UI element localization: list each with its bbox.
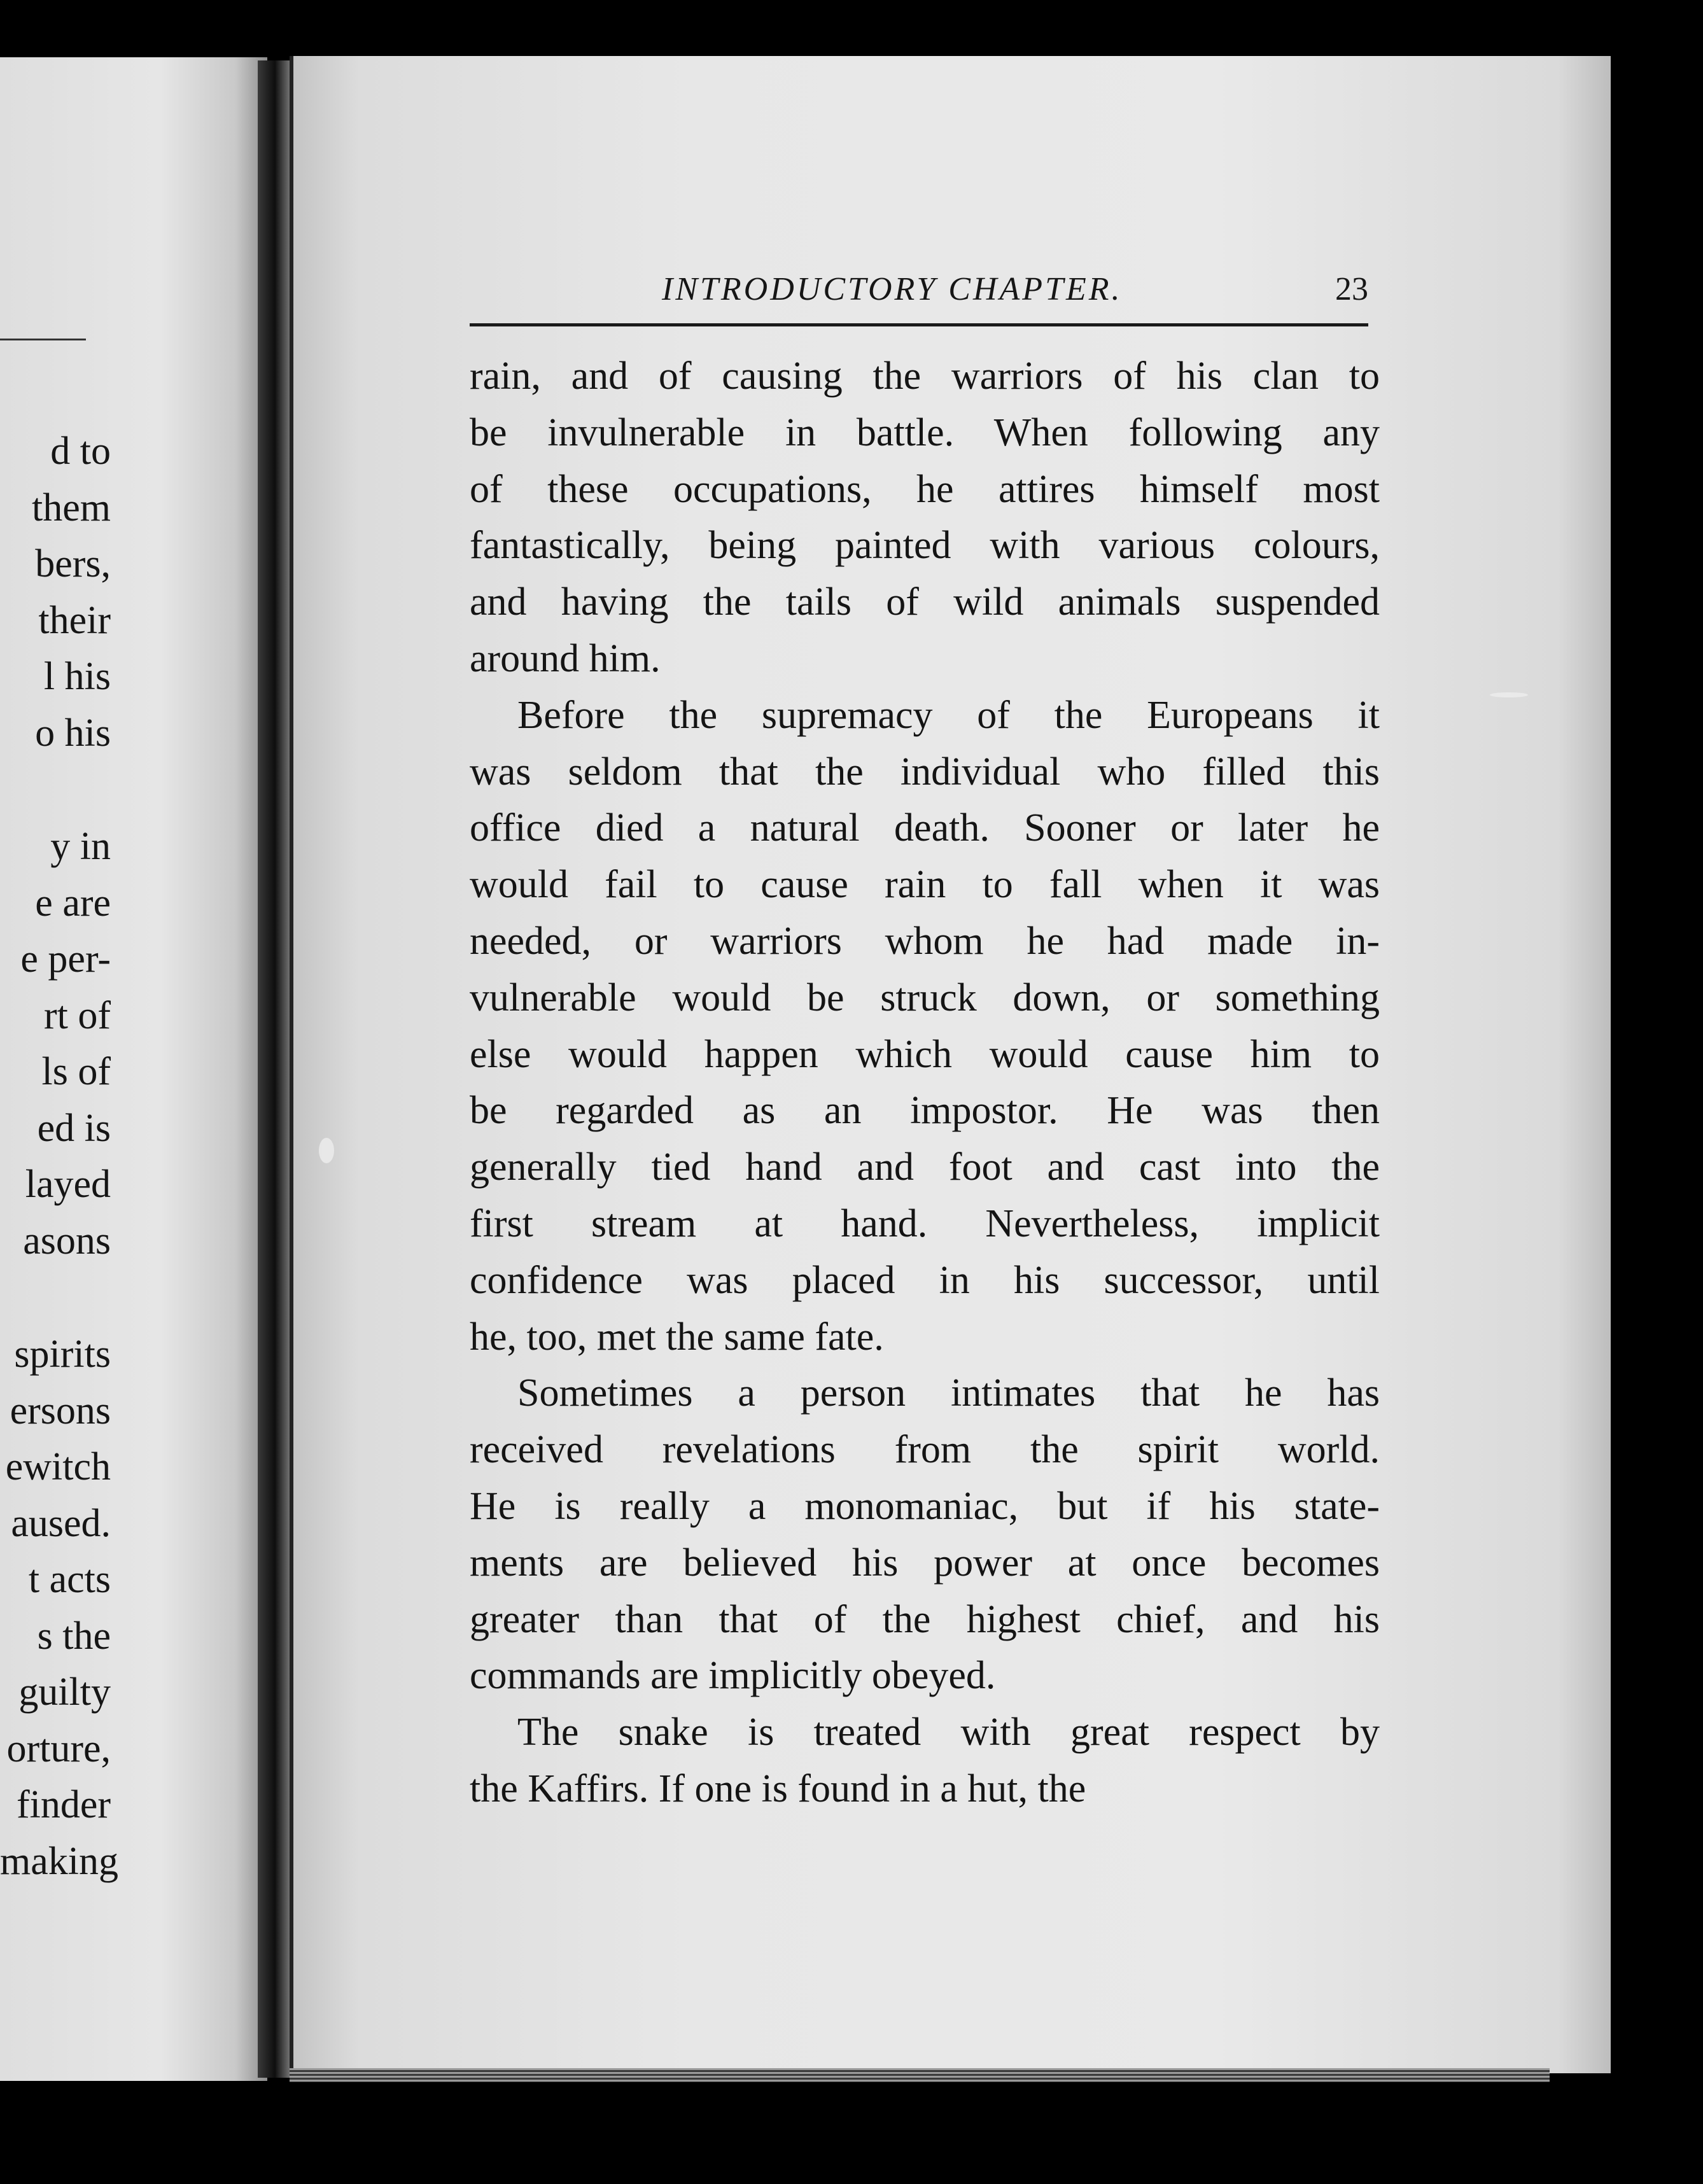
left-page-line-fragment: orture, bbox=[6, 1726, 111, 1770]
text-line: office died a natural death. Sooner or later he bbox=[470, 806, 1380, 850]
left-page-line-fragment: o his bbox=[35, 711, 111, 755]
paragraph bbox=[470, 687, 1380, 1366]
text-line: greater than that of the highest chief, and his bbox=[470, 1597, 1380, 1641]
left-page-line-fragment: t acts bbox=[28, 1558, 111, 1601]
left-page-line-fragment: finder bbox=[16, 1783, 111, 1826]
left-page-line-fragment: s the bbox=[37, 1614, 111, 1658]
text-line: around him. bbox=[470, 636, 661, 680]
left-page-line-fragment: y in bbox=[50, 825, 111, 868]
left-page-line-fragment: spirits bbox=[14, 1333, 111, 1376]
page-edges bbox=[290, 2068, 1550, 2082]
left-page-line-fragment: d to bbox=[50, 430, 111, 473]
text-line: commands are implicitly obeyed. bbox=[470, 1654, 996, 1698]
left-page-line-fragment: guilty bbox=[18, 1670, 111, 1714]
text-line: and having the tails of wild animals suspended bbox=[470, 580, 1380, 624]
left-page-line-fragment bbox=[0, 1269, 267, 1326]
left-page-line-fragment: making bbox=[0, 1839, 118, 1883]
text-line: else would happen which would cause him to bbox=[470, 1032, 1380, 1076]
text-line: ments are believed his power at once becomes bbox=[470, 1541, 1380, 1585]
left-page-line-fragment: their bbox=[38, 598, 111, 642]
text-line: Before the supremacy of the Europeans it bbox=[517, 693, 1380, 737]
text-line: of these occupations, he attires himself most bbox=[470, 467, 1380, 511]
left-page-line-fragment: ersons bbox=[10, 1389, 111, 1432]
left-page-line-fragment: ed is bbox=[37, 1106, 111, 1150]
body-text bbox=[470, 348, 1380, 1817]
header-rule bbox=[470, 323, 1368, 326]
left-page-line-fragment bbox=[0, 761, 267, 818]
left-page-line-fragment: asons bbox=[23, 1219, 111, 1263]
text-line: the Kaffirs. If one is found in a hut, the bbox=[470, 1767, 1086, 1810]
left-page-line-fragment: e per- bbox=[20, 937, 111, 981]
left-page-line-fragment: l his bbox=[43, 655, 111, 698]
text-line: He is really a monomaniac, but if his state- bbox=[470, 1484, 1380, 1528]
left-page-line-fragment: bers, bbox=[35, 542, 111, 585]
text-line: be invulnerable in battle. When following any bbox=[470, 410, 1380, 454]
text-line: he, too, met the same fate. bbox=[470, 1315, 884, 1359]
page-number: 23 bbox=[1335, 271, 1368, 307]
text-line: received revelations from the spirit world. bbox=[470, 1428, 1380, 1472]
paragraph bbox=[470, 348, 1380, 687]
left-page-line-fragment: aused. bbox=[11, 1501, 111, 1545]
left-page-line-fragment: ls of bbox=[41, 1050, 111, 1093]
text-line: vulnerable would be struck down, or something bbox=[470, 976, 1380, 1019]
left-page-rule bbox=[0, 339, 86, 340]
left-page-line-fragment: rt of bbox=[43, 993, 111, 1037]
text-line: was seldom that the individual who filled this bbox=[470, 750, 1380, 794]
text-line: would fail to cause rain to fall when it was bbox=[470, 863, 1380, 907]
left-page-line-fragment: them bbox=[32, 486, 111, 529]
paper-blemish bbox=[319, 1138, 334, 1163]
left-page-text bbox=[0, 423, 267, 1889]
text-line: needed, or warriors whom he had made in- bbox=[470, 919, 1380, 963]
paragraph bbox=[470, 1365, 1380, 1704]
paper-blemish bbox=[1490, 692, 1528, 697]
left-page-line-fragment: ewitch bbox=[5, 1445, 111, 1488]
text-line: generally tied hand and foot and cast into the bbox=[470, 1145, 1380, 1189]
text-line: first stream at hand. Nevertheless, implicit bbox=[470, 1201, 1380, 1245]
running-head: INTRODUCTORY CHAPTER. bbox=[662, 271, 1123, 307]
left-page-line-fragment: layed bbox=[25, 1163, 111, 1206]
paragraph bbox=[470, 1704, 1380, 1817]
text-line: Sometimes a person intimates that he has bbox=[517, 1371, 1380, 1415]
text-line: rain, and of causing the warriors of his clan to bbox=[470, 354, 1380, 398]
text-line: confidence was placed in his successor, until bbox=[470, 1258, 1380, 1302]
left-page-line-fragment: e are bbox=[35, 881, 111, 925]
text-line: The snake is treated with great respect by bbox=[517, 1711, 1380, 1754]
left-facing-page bbox=[0, 57, 267, 2081]
text-line: fantastically, being painted with various colours, bbox=[470, 524, 1380, 568]
text-line: be regarded as an impostor. He was then bbox=[470, 1089, 1380, 1133]
